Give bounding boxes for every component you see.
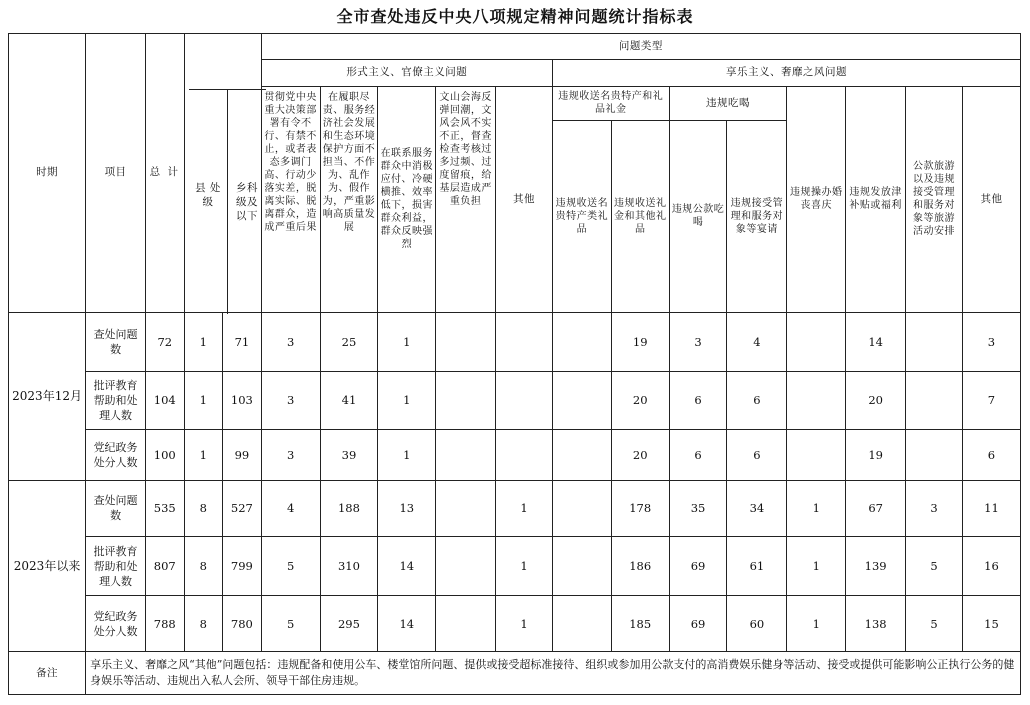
cell: 4 [261,480,320,537]
cell [436,371,496,430]
cell: 3 [906,480,963,537]
header-period: 时期 [9,34,86,313]
header-township: 乡科级及以下 [236,182,258,222]
row-item: 查处问题数 [86,480,146,537]
cell: 3 [261,371,320,430]
cell: 799 [223,537,262,596]
cell: 69 [669,537,727,596]
cell: 14 [378,537,436,596]
cell: 1 [496,537,553,596]
row-item: 党纪政务处分人数 [86,595,146,652]
cell: 295 [320,595,378,652]
cell: 100 [146,430,185,481]
header-h8: 其他 [962,86,1020,312]
cell: 1 [787,537,846,596]
cell: 138 [846,595,906,652]
cell: 788 [146,595,185,652]
cell: 6 [727,430,787,481]
cell: 35 [669,480,727,537]
note-text: 享乐主义、奢靡之风“其他”问题包括：违规配备和使用公车、楼堂馆所问题、提供或接受超标准接待、组织或参加用公款支付的高消费娱乐健身等活动、接受或提供可能影响公正执行公务的健身娱乐等活动、违规出入私人会所、领导干部住房违规。 [86,652,1021,695]
cell: 8 [184,537,223,596]
header-h4: 违规接受管理和服务对象等宴请 [727,120,787,312]
cell: 3 [261,430,320,481]
note-label: 备注 [9,652,86,695]
statistics-table [8,33,1021,695]
cell: 1 [787,480,846,537]
period-label: 2023年12月 [9,312,86,480]
header-f5: 其他 [496,86,553,312]
cell [552,480,611,537]
cell: 6 [962,430,1020,481]
row-item: 党纪政务处分人数 [86,430,146,481]
cell: 4 [727,312,787,371]
cell: 1 [378,371,436,430]
cell [496,312,553,371]
header-h7: 公款旅游以及违规接受管理和服务对象等旅游活动安排 [906,86,963,312]
cell [787,312,846,371]
cell: 5 [261,537,320,596]
cell: 20 [611,430,669,481]
header-formalism-group: 形式主义、官僚主义问题 [261,60,552,86]
page-title: 全市查处违反中央八项规定精神问题统计指标表 [336,7,694,26]
header-county: 县 处 级 [195,182,221,208]
cell: 1 [378,430,436,481]
cell [496,371,553,430]
cell [552,371,611,430]
header-f2: 在履职尽责、服务经济社会发展和生态环境保护方面不担当、不作为、乱作为、假作为，严重影响高质量发展 [320,86,378,312]
cell: 19 [846,430,906,481]
cell: 72 [146,312,185,371]
cell: 34 [727,480,787,537]
cell: 20 [846,371,906,430]
cell: 1 [496,595,553,652]
cell: 25 [320,312,378,371]
cell: 1 [184,430,223,481]
cell [436,312,496,371]
cell [552,430,611,481]
header-h1: 违规收送名贵特产类礼品 [552,120,611,312]
cell: 39 [320,430,378,481]
cell [436,537,496,596]
cell: 60 [727,595,787,652]
header-f1: 贯彻党中央重大决策部署有令不行、有禁不止，或者表态多调门高、行动少落实差，脱离实际、脱离群众，造成严重后果 [261,86,320,312]
table-row [9,480,1021,537]
row-item: 查处问题数 [86,312,146,371]
cell: 6 [669,371,727,430]
cell: 8 [184,480,223,537]
header-item: 项目 [86,34,146,313]
cell: 1 [184,371,223,430]
header-h2: 违规收送礼金和其他礼品 [611,120,669,312]
header-f4: 文山会海反弹回潮，文风会风不实不正，督查检查考核过多过频、过度留痕，给基层造成严重负担 [436,86,496,312]
cell: 11 [962,480,1020,537]
cell: 780 [223,595,262,652]
cell: 61 [727,537,787,596]
header-h3: 违规公款吃喝 [669,120,727,312]
header-blank [184,34,261,313]
header-hedonism-group: 享乐主义、奢靡之风问题 [552,60,1020,86]
cell [787,430,846,481]
cell: 20 [611,371,669,430]
header-eating-group: 违规吃喝 [669,86,787,120]
cell: 178 [611,480,669,537]
cell [552,312,611,371]
cell: 310 [320,537,378,596]
cell [436,430,496,481]
cell: 3 [261,312,320,371]
table-row [9,312,1021,371]
note-row [9,652,1021,695]
cell: 19 [611,312,669,371]
cell: 5 [906,537,963,596]
cell: 69 [669,595,727,652]
cell [496,430,553,481]
cell: 1 [496,480,553,537]
cell: 1 [184,312,223,371]
row-item: 批评教育帮助和处理人数 [86,537,146,596]
cell: 99 [223,430,262,481]
cell [436,480,496,537]
header-h6: 违规发放津补贴或福利 [846,86,906,312]
cell: 185 [611,595,669,652]
cell: 807 [146,537,185,596]
header-problem-type: 问题类型 [261,34,1020,60]
cell [787,371,846,430]
cell: 1 [378,312,436,371]
cell: 6 [727,371,787,430]
table-row [9,595,1021,652]
cell: 186 [611,537,669,596]
cell: 139 [846,537,906,596]
cell [552,537,611,596]
cell: 527 [223,480,262,537]
cell [906,430,963,481]
cell: 14 [378,595,436,652]
cell [906,312,963,371]
cell: 1 [787,595,846,652]
header-f3: 在联系服务群众中消极应付、冷硬横推、效率低下，损害群众利益，群众反映强烈 [378,86,436,312]
period-label: 2023年以来 [9,480,86,652]
cell [906,371,963,430]
row-item: 批评教育帮助和处理人数 [86,371,146,430]
cell: 16 [962,537,1020,596]
cell: 6 [669,430,727,481]
cell: 67 [846,480,906,537]
cell: 14 [846,312,906,371]
cell: 13 [378,480,436,537]
header-gifts-group: 违规收送名贵特产和礼品礼金 [552,86,669,120]
header-h5: 违规操办婚丧喜庆 [787,86,846,312]
table-row [9,537,1021,596]
cell: 7 [962,371,1020,430]
cell: 103 [223,371,262,430]
cell: 104 [146,371,185,430]
header-total: 总 计 [146,34,185,313]
cell: 3 [669,312,727,371]
cell: 535 [146,480,185,537]
cell: 188 [320,480,378,537]
cell: 3 [962,312,1020,371]
cell [436,595,496,652]
cell: 41 [320,371,378,430]
table-row [9,430,1021,481]
cell: 8 [184,595,223,652]
cell: 71 [223,312,262,371]
table-row [9,371,1021,430]
cell: 5 [906,595,963,652]
cell [552,595,611,652]
cell: 15 [962,595,1020,652]
cell: 5 [261,595,320,652]
